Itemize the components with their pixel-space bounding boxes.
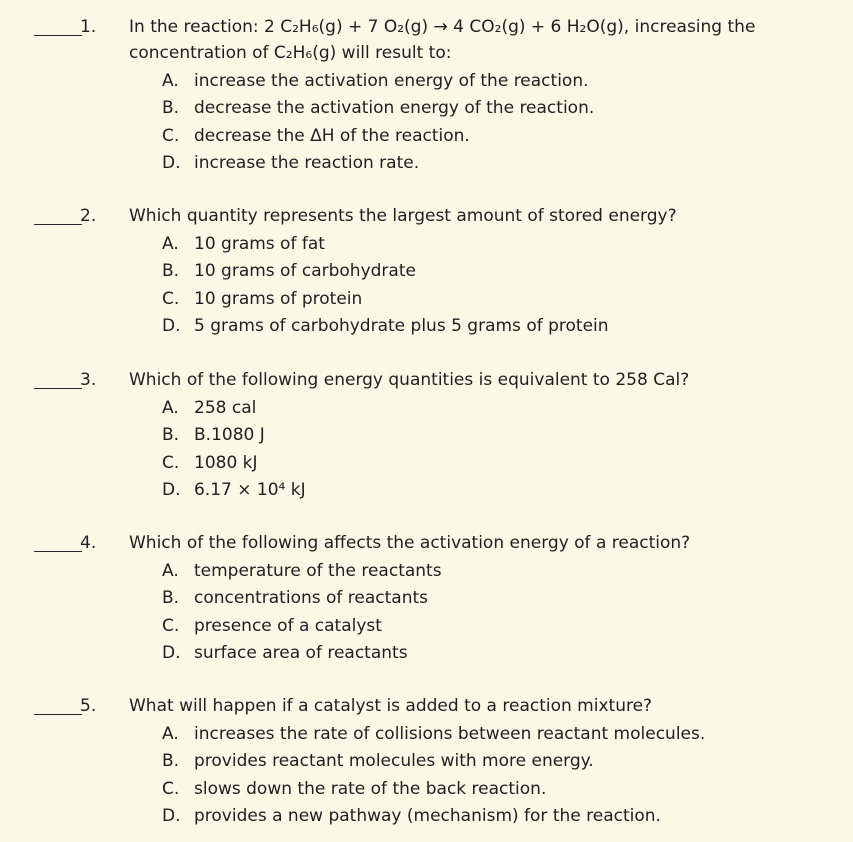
option-letter: D.	[162, 642, 181, 663]
option-b[interactable]	[162, 258, 609, 285]
question-stem	[129, 14, 844, 66]
option-text: decrease the activation energy of the reaction.	[194, 98, 595, 119]
option-b[interactable]	[162, 422, 306, 449]
question-stem: Which of the following affects the activation energy of a reaction?	[129, 533, 691, 553]
option-c[interactable]	[162, 450, 306, 477]
option-text: presence of a catalyst	[194, 615, 382, 636]
option-letter: A.	[162, 561, 179, 581]
option-b[interactable]	[162, 585, 442, 612]
question-stem-line: concentration of C₂H₆(g) will result to:	[129, 43, 452, 63]
option-letter: A.	[162, 71, 179, 91]
option-list	[162, 721, 705, 830]
option-letter: C.	[162, 615, 180, 636]
question-stem: Which of the following energy quantities is equivalent to 258 Cal?	[129, 370, 690, 390]
option-list	[162, 558, 442, 667]
option-text: surface area of reactants	[194, 642, 408, 663]
option-text: 1080 kJ	[194, 452, 258, 473]
question-number: 4.	[80, 533, 97, 553]
option-d[interactable]	[162, 477, 306, 504]
option-letter: D.	[162, 315, 181, 336]
option-list	[162, 395, 306, 504]
option-b[interactable]	[162, 95, 594, 122]
option-a[interactable]	[162, 558, 442, 585]
option-b[interactable]	[162, 748, 705, 775]
option-text: 6.17 × 10⁴ kJ	[194, 479, 306, 500]
option-c[interactable]	[162, 286, 609, 313]
option-a[interactable]	[162, 68, 594, 95]
option-text: slows down the rate of the back reaction.	[194, 778, 547, 799]
option-text: decrease the ΔH of the reaction.	[194, 125, 470, 146]
option-letter: C.	[162, 452, 180, 473]
option-text: B.1080 J	[194, 425, 265, 446]
option-text: 5 grams of carbohydrate plus 5 grams of protein	[194, 315, 609, 336]
question-number: 1.	[80, 17, 97, 37]
option-d[interactable]	[162, 640, 442, 667]
option-d[interactable]	[162, 150, 594, 177]
option-text: 10 grams of protein	[194, 288, 363, 309]
option-c[interactable]	[162, 613, 442, 640]
option-a[interactable]	[162, 231, 609, 258]
question-number: 5.	[80, 696, 97, 716]
option-text: increases the rate of collisions between reactant molecules.	[194, 724, 706, 744]
answer-blank[interactable]	[34, 35, 82, 36]
option-a[interactable]	[162, 395, 306, 422]
option-d[interactable]	[162, 803, 705, 830]
option-letter: B.	[162, 261, 180, 282]
option-letter: D.	[162, 479, 181, 500]
answer-blank[interactable]	[34, 551, 82, 552]
option-text: 258 cal	[194, 398, 257, 418]
option-d[interactable]	[162, 313, 609, 340]
option-text: 10 grams of fat	[194, 234, 325, 254]
question-stem-line: In the reaction: 2 C₂H₆(g) + 7 O₂(g) → 4 CO₂(g) + 6 H₂O(g), increasing the	[129, 17, 756, 37]
option-letter: D.	[162, 805, 181, 826]
option-letter: C.	[162, 125, 180, 146]
option-text: increase the activation energy of the reaction.	[194, 71, 589, 91]
answer-blank[interactable]	[34, 388, 82, 389]
answer-blank[interactable]	[34, 714, 82, 715]
option-letter: D.	[162, 152, 181, 173]
option-text: temperature of the reactants	[194, 561, 442, 581]
question-number: 2.	[80, 206, 97, 226]
option-letter: C.	[162, 288, 180, 309]
option-list	[162, 68, 594, 177]
option-letter: B.	[162, 98, 180, 119]
option-letter: A.	[162, 398, 179, 418]
option-text: concentrations of reactants	[194, 588, 429, 609]
option-letter: A.	[162, 724, 179, 744]
answer-blank[interactable]	[34, 224, 82, 225]
option-letter: B.	[162, 425, 180, 446]
option-c[interactable]	[162, 123, 594, 150]
option-letter: A.	[162, 234, 179, 254]
option-c[interactable]	[162, 776, 705, 803]
option-text: provides reactant molecules with more energy.	[194, 751, 594, 772]
option-text: provides a new pathway (mechanism) for the reaction.	[194, 805, 661, 826]
option-list	[162, 231, 609, 340]
question-stem: Which quantity represents the largest amount of stored energy?	[129, 206, 677, 226]
question-number: 3.	[80, 370, 97, 390]
question-stem: What will happen if a catalyst is added to a reaction mixture?	[129, 696, 653, 716]
option-letter: B.	[162, 751, 180, 772]
option-text: increase the reaction rate.	[194, 152, 420, 173]
option-a[interactable]	[162, 721, 705, 748]
option-letter: C.	[162, 778, 180, 799]
option-letter: B.	[162, 588, 180, 609]
option-text: 10 grams of carbohydrate	[194, 261, 416, 282]
